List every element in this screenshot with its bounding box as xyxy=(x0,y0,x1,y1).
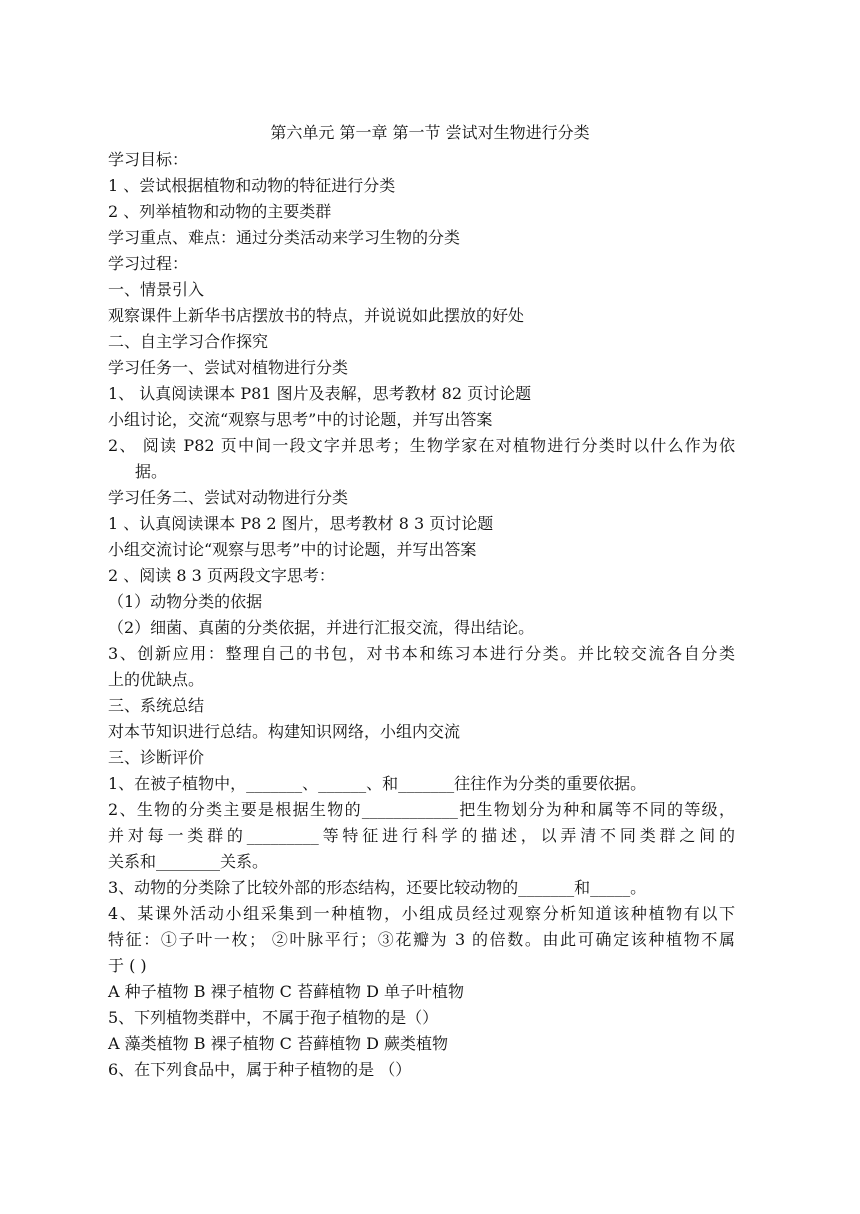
answer-options: A 藻类植物 B 裸子植物 C 苔藓植物 D 蕨类植物 xyxy=(108,1034,448,1053)
question-line: 特征：①子叶一枚； ②叶脉平行；③花瓣为 3 的倍数。由此可确定该种植物不属 xyxy=(108,930,735,949)
document-title: 第六单元 第一章 第一节 尝试对生物进行分类 xyxy=(270,123,590,142)
text-line: 对本节知识进行总结。构建知识网络，小组内交流 xyxy=(108,722,461,741)
text-line: 学习目标： xyxy=(108,150,189,169)
text-line: 学习任务二、尝试对动物进行分类 xyxy=(108,488,349,507)
question-line: 1、在被子植物中，_______、______、和_______往往作为分类的重要依据。 xyxy=(108,774,647,793)
text-line: 上的优缺点。 xyxy=(108,670,205,689)
question-line: 2、生物的分类主要是根据生物的____________把生物划分为种和属等不同的等级， xyxy=(108,800,735,819)
text-line: 1 、认真阅读课本 P8 2 图片，思考教材 8 3 页讨论题 xyxy=(108,514,494,533)
text-line: （2）细菌、真菌的分类依据，并进行汇报交流，得出结论。 xyxy=(108,618,535,637)
text-line: 3、创新应用：整理自己的书包，对书本和练习本进行分类。并比较交流各自分类 xyxy=(108,644,735,663)
text-line: 据。 xyxy=(135,462,168,481)
text-line: 1 、尝试根据植物和动物的特征进行分类 xyxy=(108,176,396,195)
text-line: 2 、阅读 8 3 页两段文字思考： xyxy=(108,566,335,585)
text-line: 2、 阅读 P82 页中间一段文字并思考；生物学家在对植物进行分类时以什么作为依 xyxy=(108,436,735,455)
answer-options: A 种子植物 B 裸子植物 C 苔藓植物 D 单子叶植物 xyxy=(108,982,464,1001)
question-line: 6、在下列食品中，属于种子植物的是 （） xyxy=(108,1060,412,1079)
text-line: 1、 认真阅读课本 P81 图片及表解，思考教材 82 页讨论题 xyxy=(108,384,532,403)
question-line: 4、某课外活动小组采集到一种植物，小组成员经过观察分析知道该种植物有以下 xyxy=(108,904,735,923)
text-line: 小组讨论，交流“观察与思考”中的讨论题，并写出答案 xyxy=(108,410,493,429)
text-line: 小组交流讨论“观察与思考”中的讨论题，并写出答案 xyxy=(108,540,477,559)
text-line: 学习任务一、尝试对植物进行分类 xyxy=(108,358,349,377)
text-line: 学习过程： xyxy=(108,254,189,273)
text-line: 观察课件上新华书店摆放书的特点，并说说如此摆放的好处 xyxy=(108,306,525,325)
section-heading: 一、情景引入 xyxy=(108,280,205,299)
question-line: 5、下列植物类群中，不属于孢子植物的是（） xyxy=(108,1008,439,1027)
section-heading: 三、诊断评价 xyxy=(108,748,205,767)
text-line: （1）动物分类的依据 xyxy=(108,592,263,611)
section-heading: 三、系统总结 xyxy=(108,696,205,715)
question-line: 关系和________关系。 xyxy=(108,852,269,871)
question-line: 3、动物的分类除了比较外部的形态结构，还要比较动物的_______和_____。 xyxy=(108,878,647,897)
question-line: 于 ( ) xyxy=(108,956,147,975)
question-line: 并对每一类群的_________等特征进行科学的描述，以弄清不同类群之间的 xyxy=(108,826,735,845)
section-heading: 二、自主学习合作探究 xyxy=(108,332,269,351)
text-line: 2 、列举植物和动物的主要类群 xyxy=(108,202,332,221)
text-line: 学习重点、难点：通过分类活动来学习生物的分类 xyxy=(108,228,461,247)
